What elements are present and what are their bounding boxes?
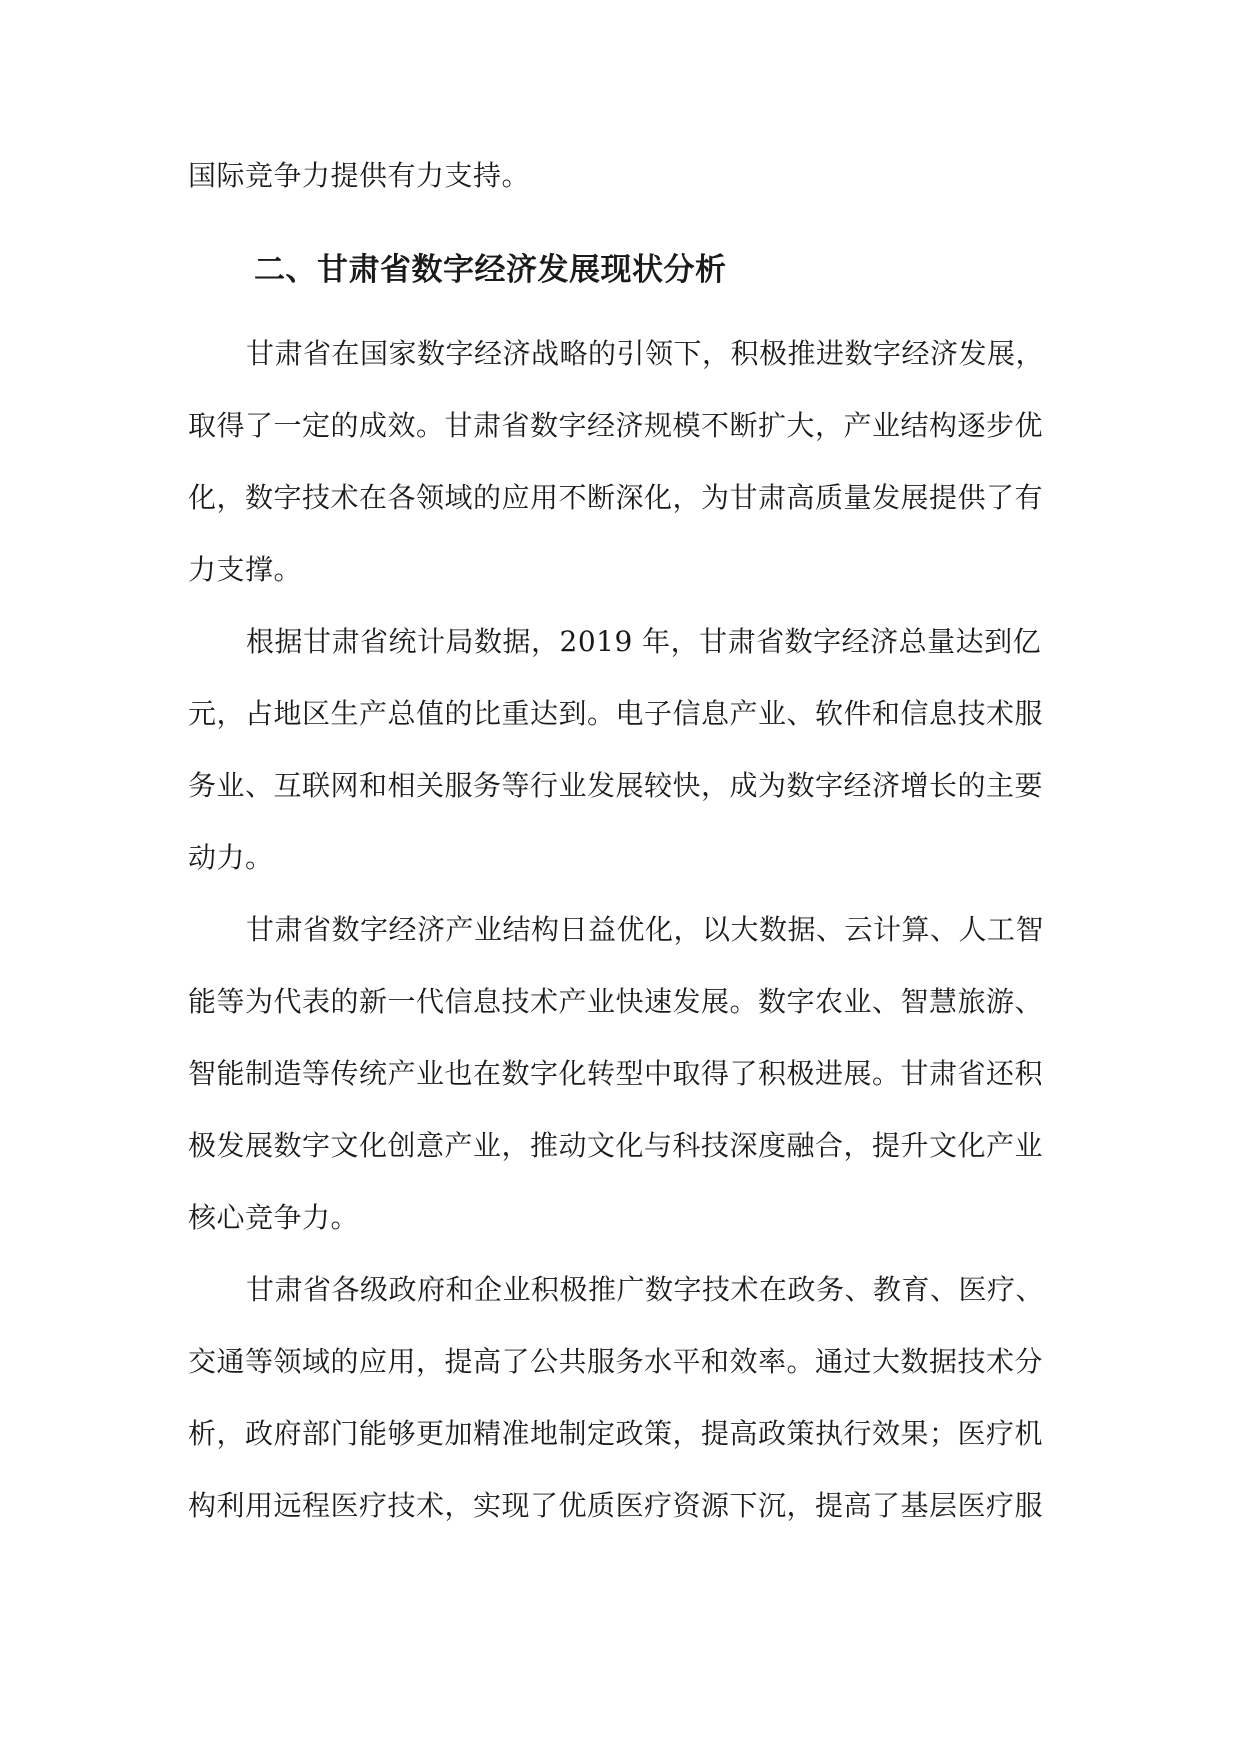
section-heading: 二、甘肃省数字经济发展现状分析 — [254, 252, 727, 288]
paragraph-line: 甘肃省各级政府和企业积极推广数字技术在政务、教育、医疗、 — [246, 1273, 1045, 1306]
document-body — [188, 140, 1060, 1542]
paragraph-line: 甘肃省在国家数字经济战略的引领下，积极推进数字经济发展， — [246, 337, 1045, 370]
paragraph-line: 力支撑。 — [188, 553, 303, 586]
paragraph-line: 构利用远程医疗技术，实现了优质医疗资源下沉，提高了基层医疗服 — [188, 1489, 1044, 1522]
paragraph-line: 析，政府部门能够更加精准地制定政策，提高政策执行效果；医疗机 — [188, 1417, 1044, 1450]
paragraph-line: 务业、互联网和相关服务等行业发展较快，成为数字经济增长的主要 — [188, 769, 1044, 802]
paragraph-2 — [188, 606, 1060, 894]
paragraph-line: 智能制造等传统产业也在数字化转型中取得了积极进展。甘肃省还积 — [188, 1057, 1044, 1090]
paragraph-line: 动力。 — [188, 841, 274, 874]
paragraph-line: 极发展数字文化创意产业，推动文化与科技深度融合，提升文化产业 — [188, 1129, 1044, 1162]
paragraph-line: 化，数字技术在各领域的应用不断深化，为甘肃高质量发展提供了有 — [188, 481, 1044, 514]
paragraph-line: 核心竞争力。 — [188, 1201, 360, 1234]
carryover-text-line: 国际竞争力提供有力支持。 — [188, 159, 531, 192]
paragraph-line: 根据甘肃省统计局数据，2019 年，甘肃省数字经济总量达到亿 — [246, 625, 1042, 658]
paragraph-3 — [188, 894, 1060, 1254]
paragraph-1 — [188, 318, 1060, 606]
paragraph-line: 能等为代表的新一代信息技术产业快速发展。数字农业、智慧旅游、 — [188, 985, 1044, 1018]
paragraph-4 — [188, 1254, 1060, 1542]
paragraph-line: 甘肃省数字经济产业结构日益优化，以大数据、云计算、人工智 — [246, 913, 1045, 946]
paragraph-line: 交通等领域的应用，提高了公共服务水平和效率。通过大数据技术分 — [188, 1345, 1044, 1378]
paragraph-line: 取得了一定的成效。甘肃省数字经济规模不断扩大，产业结构逐步优 — [188, 409, 1044, 442]
paragraph-line: 元，占地区生产总值的比重达到。电子信息产业、软件和信息技术服 — [188, 697, 1044, 730]
